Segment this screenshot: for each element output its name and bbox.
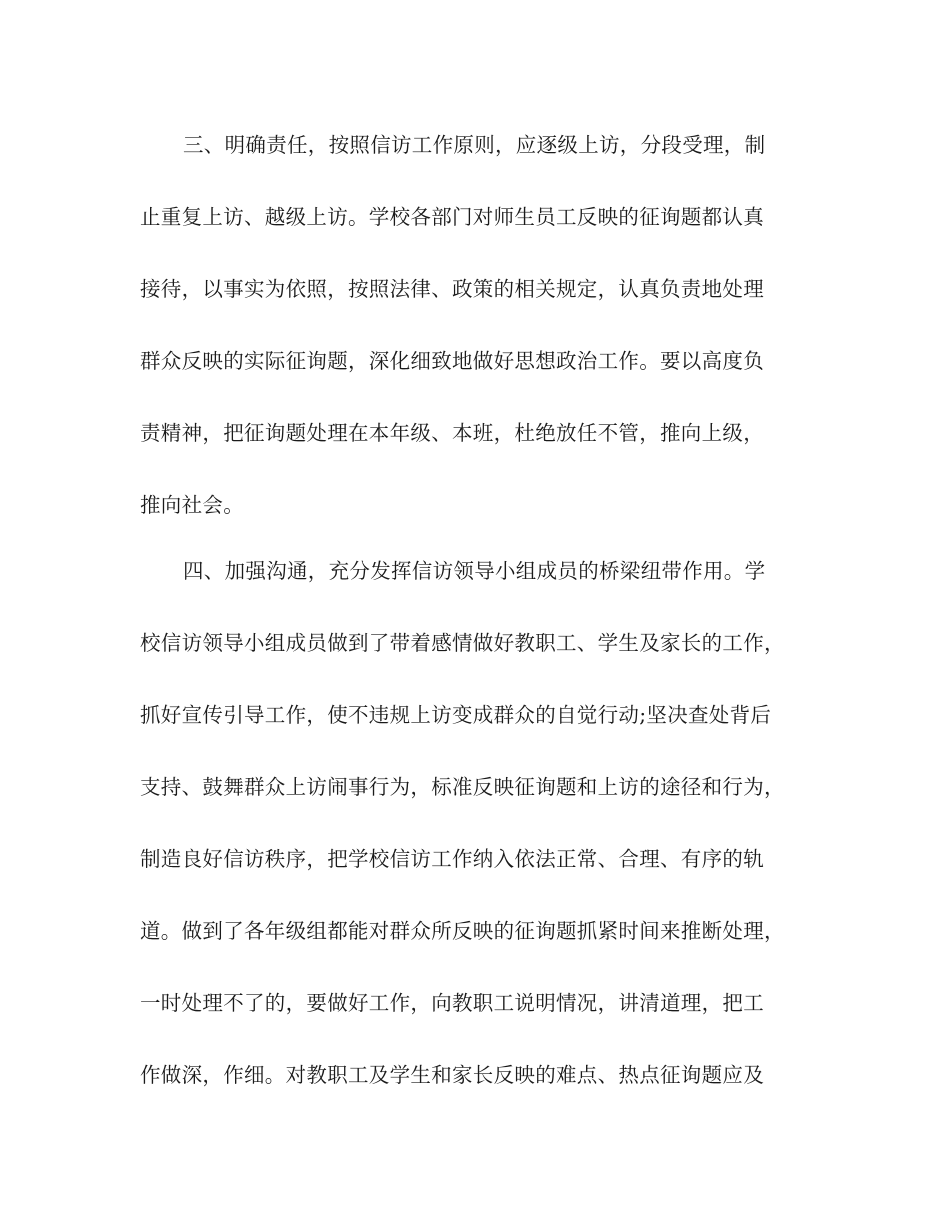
- paragraph-4-line-6: 道。做到了各年级组都能对群众所反映的征询题抓紧时间来推断处理，: [140, 919, 785, 943]
- paragraph-3-line-6: 推向社会。: [140, 493, 244, 517]
- paragraph-3-line-1: 三、明确责任，按照信访工作原则，应逐级上访，分段受理，制: [183, 133, 766, 157]
- paragraph-3-line-4: 群众反映的实际征询题，深化细致地做好思想政治工作。要以高度负: [140, 349, 764, 373]
- paragraph-4-line-7: 一时处理不了的，要做好工作，向教职工说明情况，讲清道理，把工: [140, 991, 764, 1015]
- paragraph-3-line-5: 责精神，把征询题处理在本年级、本班，杜绝放任不管，推向上级，: [140, 421, 764, 445]
- paragraph-4-line-1: 四、加强沟通，充分发挥信访领导小组成员的桥梁纽带作用。学: [183, 559, 766, 583]
- paragraph-4-line-4: 支持、鼓舞群众上访闹事行为，标准反映征询题和上访的途径和行为，: [140, 775, 785, 799]
- paragraph-3-line-3: 接待，以事实为依照，按照法律、政策的相关规定，认真负责地处理: [140, 277, 764, 301]
- paragraph-3-line-2: 止重复上访、越级上访。学校各部门对师生员工反映的征询题都认真: [140, 205, 764, 229]
- paragraph-4-line-3: 抓好宣传引导工作，使不违规上访变成群众的自觉行动;坚决查处背后: [140, 703, 772, 727]
- paragraph-4-line-8: 作做深，作细。对教职工及学生和家长反映的难点、热点征询题应及: [140, 1063, 764, 1087]
- paragraph-4-line-5: 制造良好信访秩序，把学校信访工作纳入依法正常、合理、有序的轨: [140, 847, 764, 871]
- paragraph-4-line-2: 校信访领导小组成员做到了带着感情做好教职工、学生及家长的工作，: [140, 631, 785, 655]
